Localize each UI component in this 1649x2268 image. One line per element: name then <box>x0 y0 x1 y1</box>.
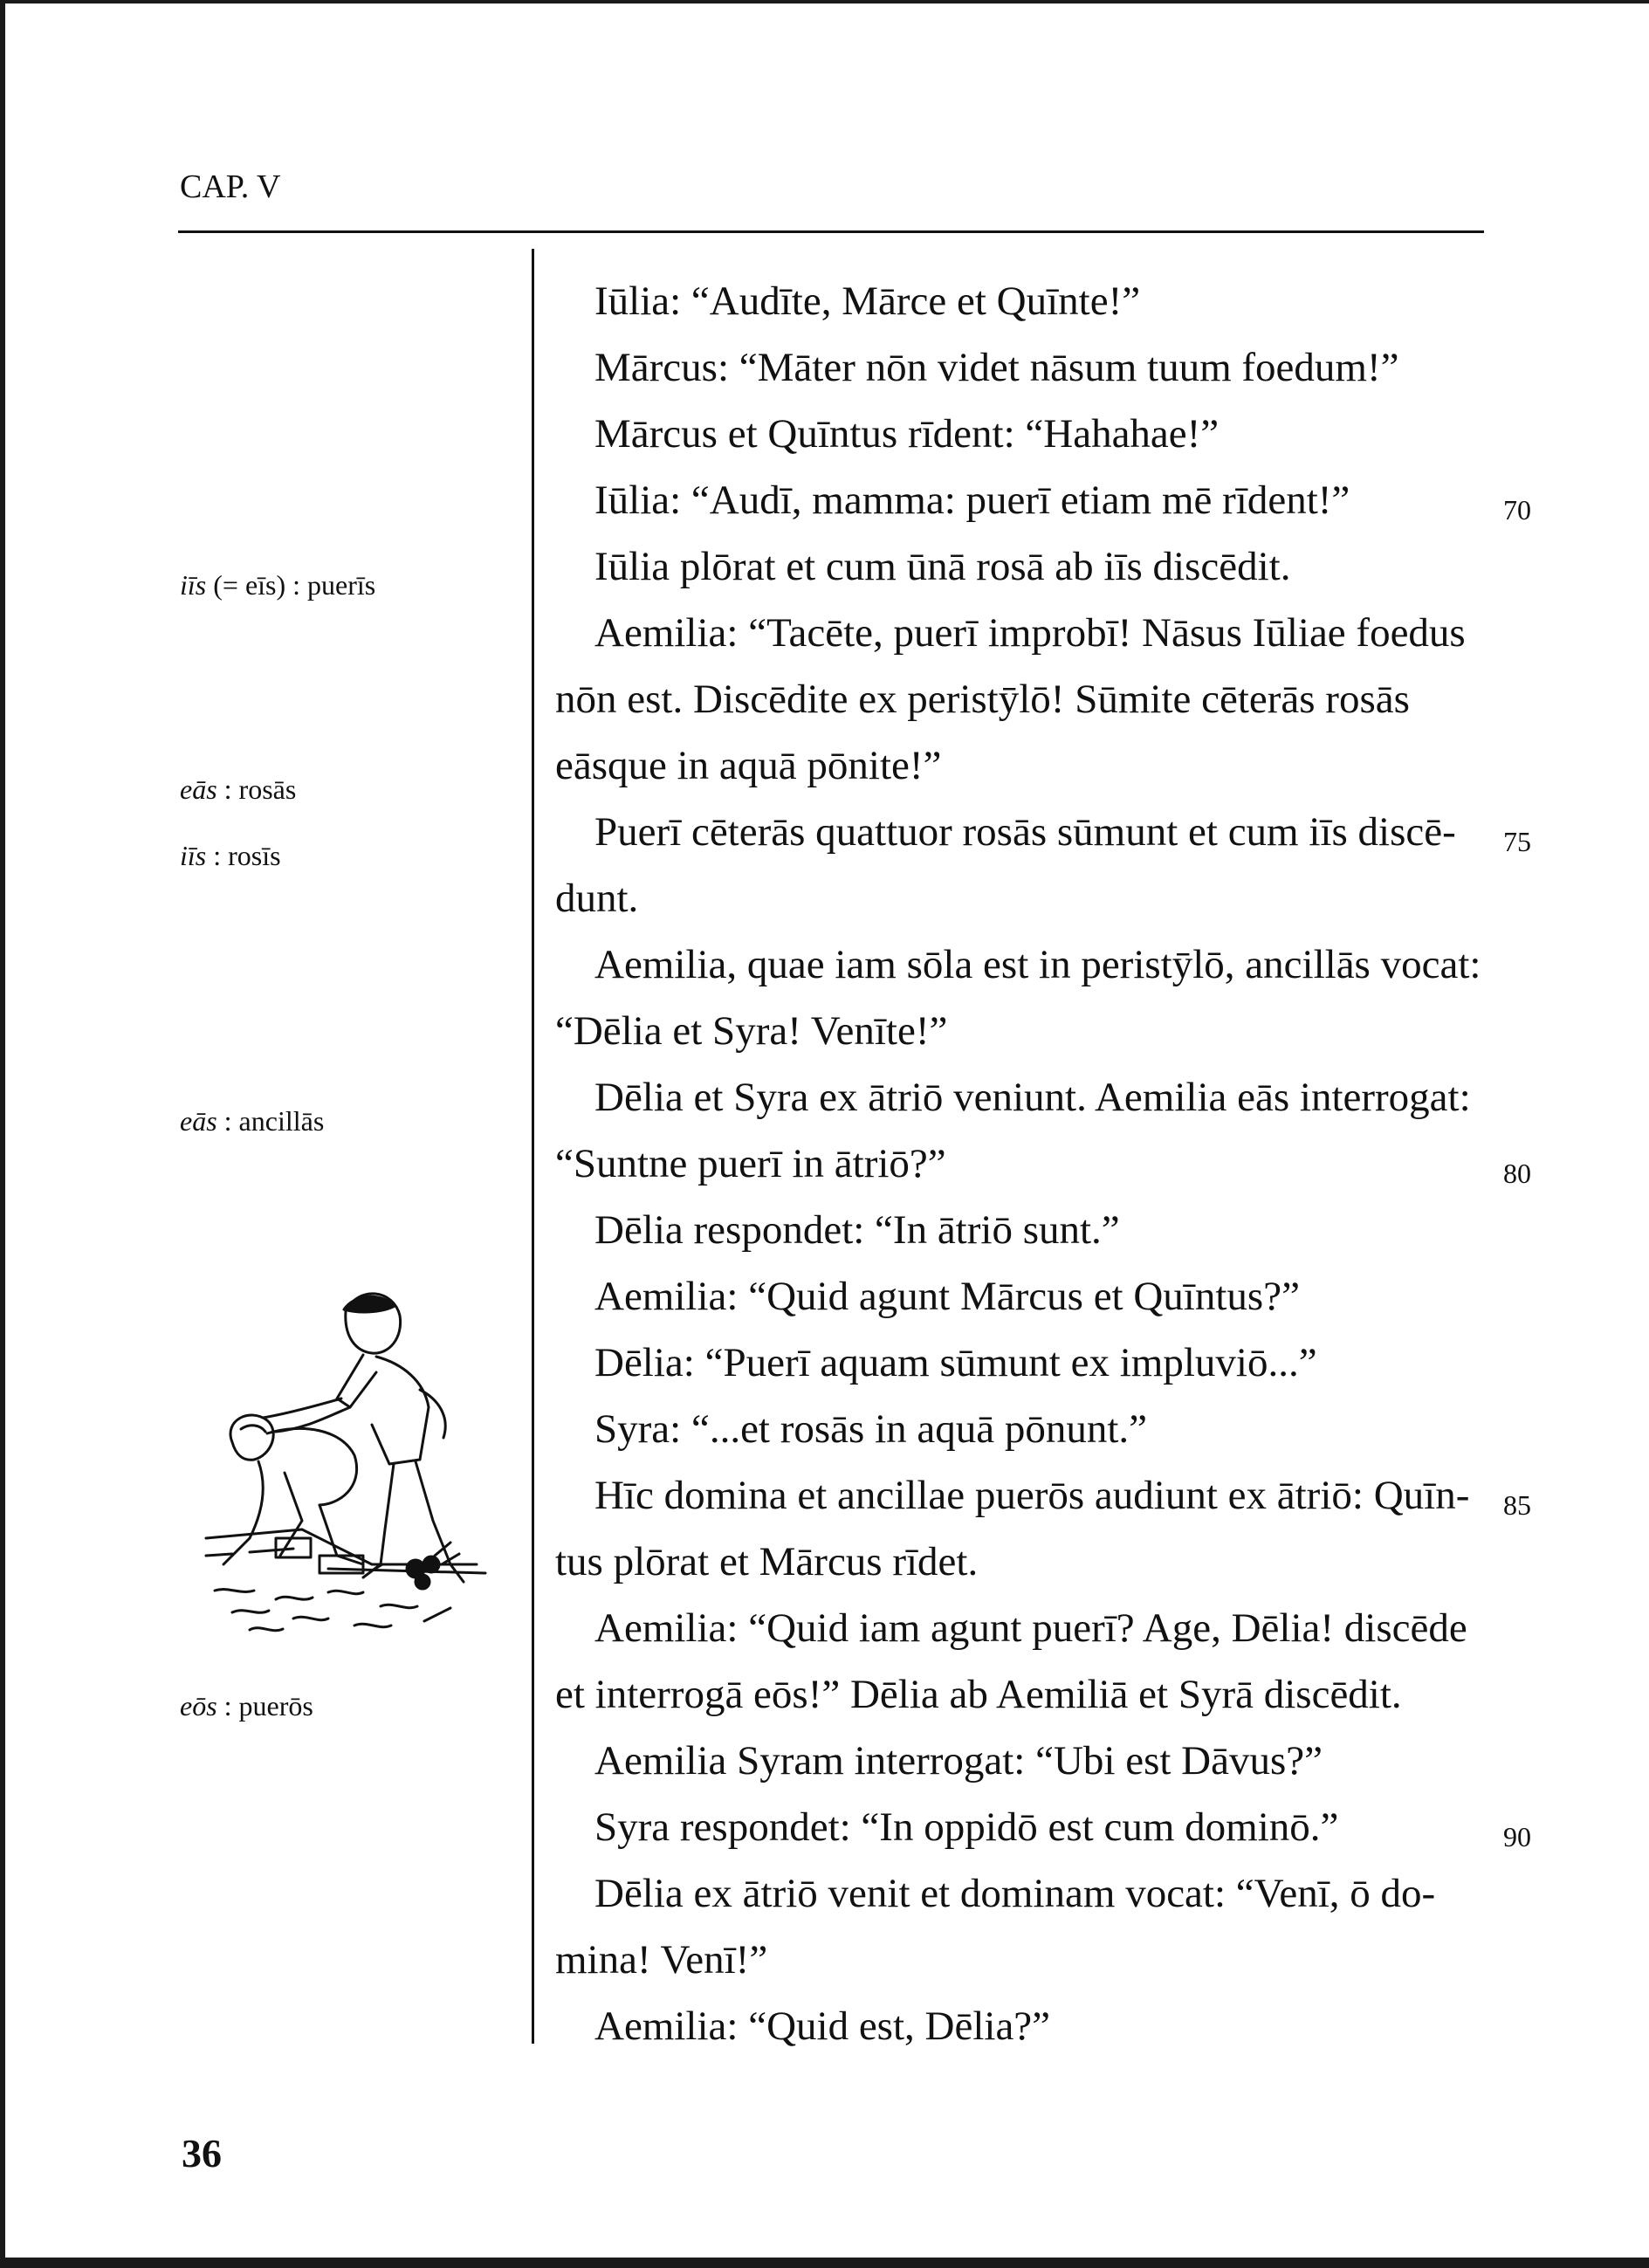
text-line: dunt. <box>555 876 639 921</box>
boys-at-impluvium-illustration <box>197 1276 494 1643</box>
text-line: nōn est. Discēdite ex peristȳlō! Sūmite cēterās rosās <box>555 677 1410 722</box>
text-line: et interrogā eōs!” Dēlia ab Aemiliā et Syrā discēdit. <box>555 1672 1402 1717</box>
text-line: Dēlia ex ātriō venit et dominam vocat: “Venī, ō do- <box>594 1871 1436 1916</box>
text-line: Mārcus et Quīntus rīdent: “Hahahae!” <box>594 411 1220 457</box>
text-line: Dēlia: “Puerī aquam sūmunt ex impluviō...” <box>594 1340 1317 1385</box>
margin-note: eās : rosās <box>180 773 297 805</box>
line-number: 75 <box>1503 826 1531 857</box>
margin-note: eās : ancillās <box>180 1105 325 1137</box>
text-line: Iūlia: “Audī, mamma: puerī etiam mē rīdent!” <box>594 478 1350 523</box>
text-line: Aemilia: “Quid agunt Mārcus et Quīntus?” <box>594 1274 1300 1319</box>
text-line: Aemilia: “Quid iam agunt puerī? Age, Dēlia! discēde <box>594 1605 1467 1651</box>
margin-note: eōs : puerōs <box>180 1690 313 1722</box>
text-line: Mārcus: “Māter nōn videt nāsum tuum foedum!” <box>594 345 1399 390</box>
text-line: Aemilia, quae iam sōla est in peristȳlō, ancillās vocat: <box>594 942 1481 987</box>
header-rule <box>178 230 1484 233</box>
chapter-heading: CAP. V <box>180 168 281 205</box>
text-line: Iūlia plōrat et cum ūnā rosā ab iīs discēdit. <box>594 544 1291 589</box>
line-number: 90 <box>1503 1821 1531 1852</box>
text-line: Puerī cēterās quattuor rosās sūmunt et cum iīs discē- <box>594 809 1456 855</box>
margin-column-rule <box>532 249 534 2044</box>
text-line: Iūlia: “Audīte, Mārce et Quīnte!” <box>594 278 1141 324</box>
scan-edge-top <box>0 0 1649 3</box>
text-line: Hīc domina et ancillae puerōs audiunt ex ātriō: Quīn- <box>594 1473 1470 1518</box>
line-number: 70 <box>1503 494 1531 526</box>
text-line: Dēlia et Syra ex ātriō veniunt. Aemilia eās interrogat: <box>594 1075 1471 1120</box>
text-line: Syra respondet: “In oppidō est cum dominō.” <box>594 1804 1339 1850</box>
text-line: Syra: “...et rosās in aquā pōnunt.” <box>594 1406 1148 1452</box>
line-number: 80 <box>1503 1158 1531 1189</box>
margin-note: iīs (= eīs) : puerīs <box>180 569 376 601</box>
text-line: mina! Venī!” <box>555 1937 768 1983</box>
text-line: “Suntne puerī in ātriō?” <box>555 1141 946 1186</box>
page-number: 36 <box>182 2131 222 2175</box>
text-line: Aemilia: “Quid est, Dēlia?” <box>594 2003 1051 2049</box>
text-line: “Dēlia et Syra! Venīte!” <box>555 1008 948 1054</box>
scan-edge-bottom <box>0 2258 1649 2268</box>
text-line: eāsque in aquā pōnite!” <box>555 743 942 788</box>
text-line: Dēlia respondet: “In ātriō sunt.” <box>594 1207 1120 1253</box>
line-number: 85 <box>1503 1489 1531 1521</box>
margin-note: iīs : rosīs <box>180 840 281 871</box>
text-line: tus plōrat et Mārcus rīdet. <box>555 1539 979 1584</box>
text-line: Aemilia Syram interrogat: “Ubi est Dāvus?” <box>594 1738 1323 1783</box>
scan-edge-left <box>0 0 5 2268</box>
text-line: Aemilia: “Tacēte, puerī improbī! Nāsus Iūliae foedus <box>594 610 1466 656</box>
